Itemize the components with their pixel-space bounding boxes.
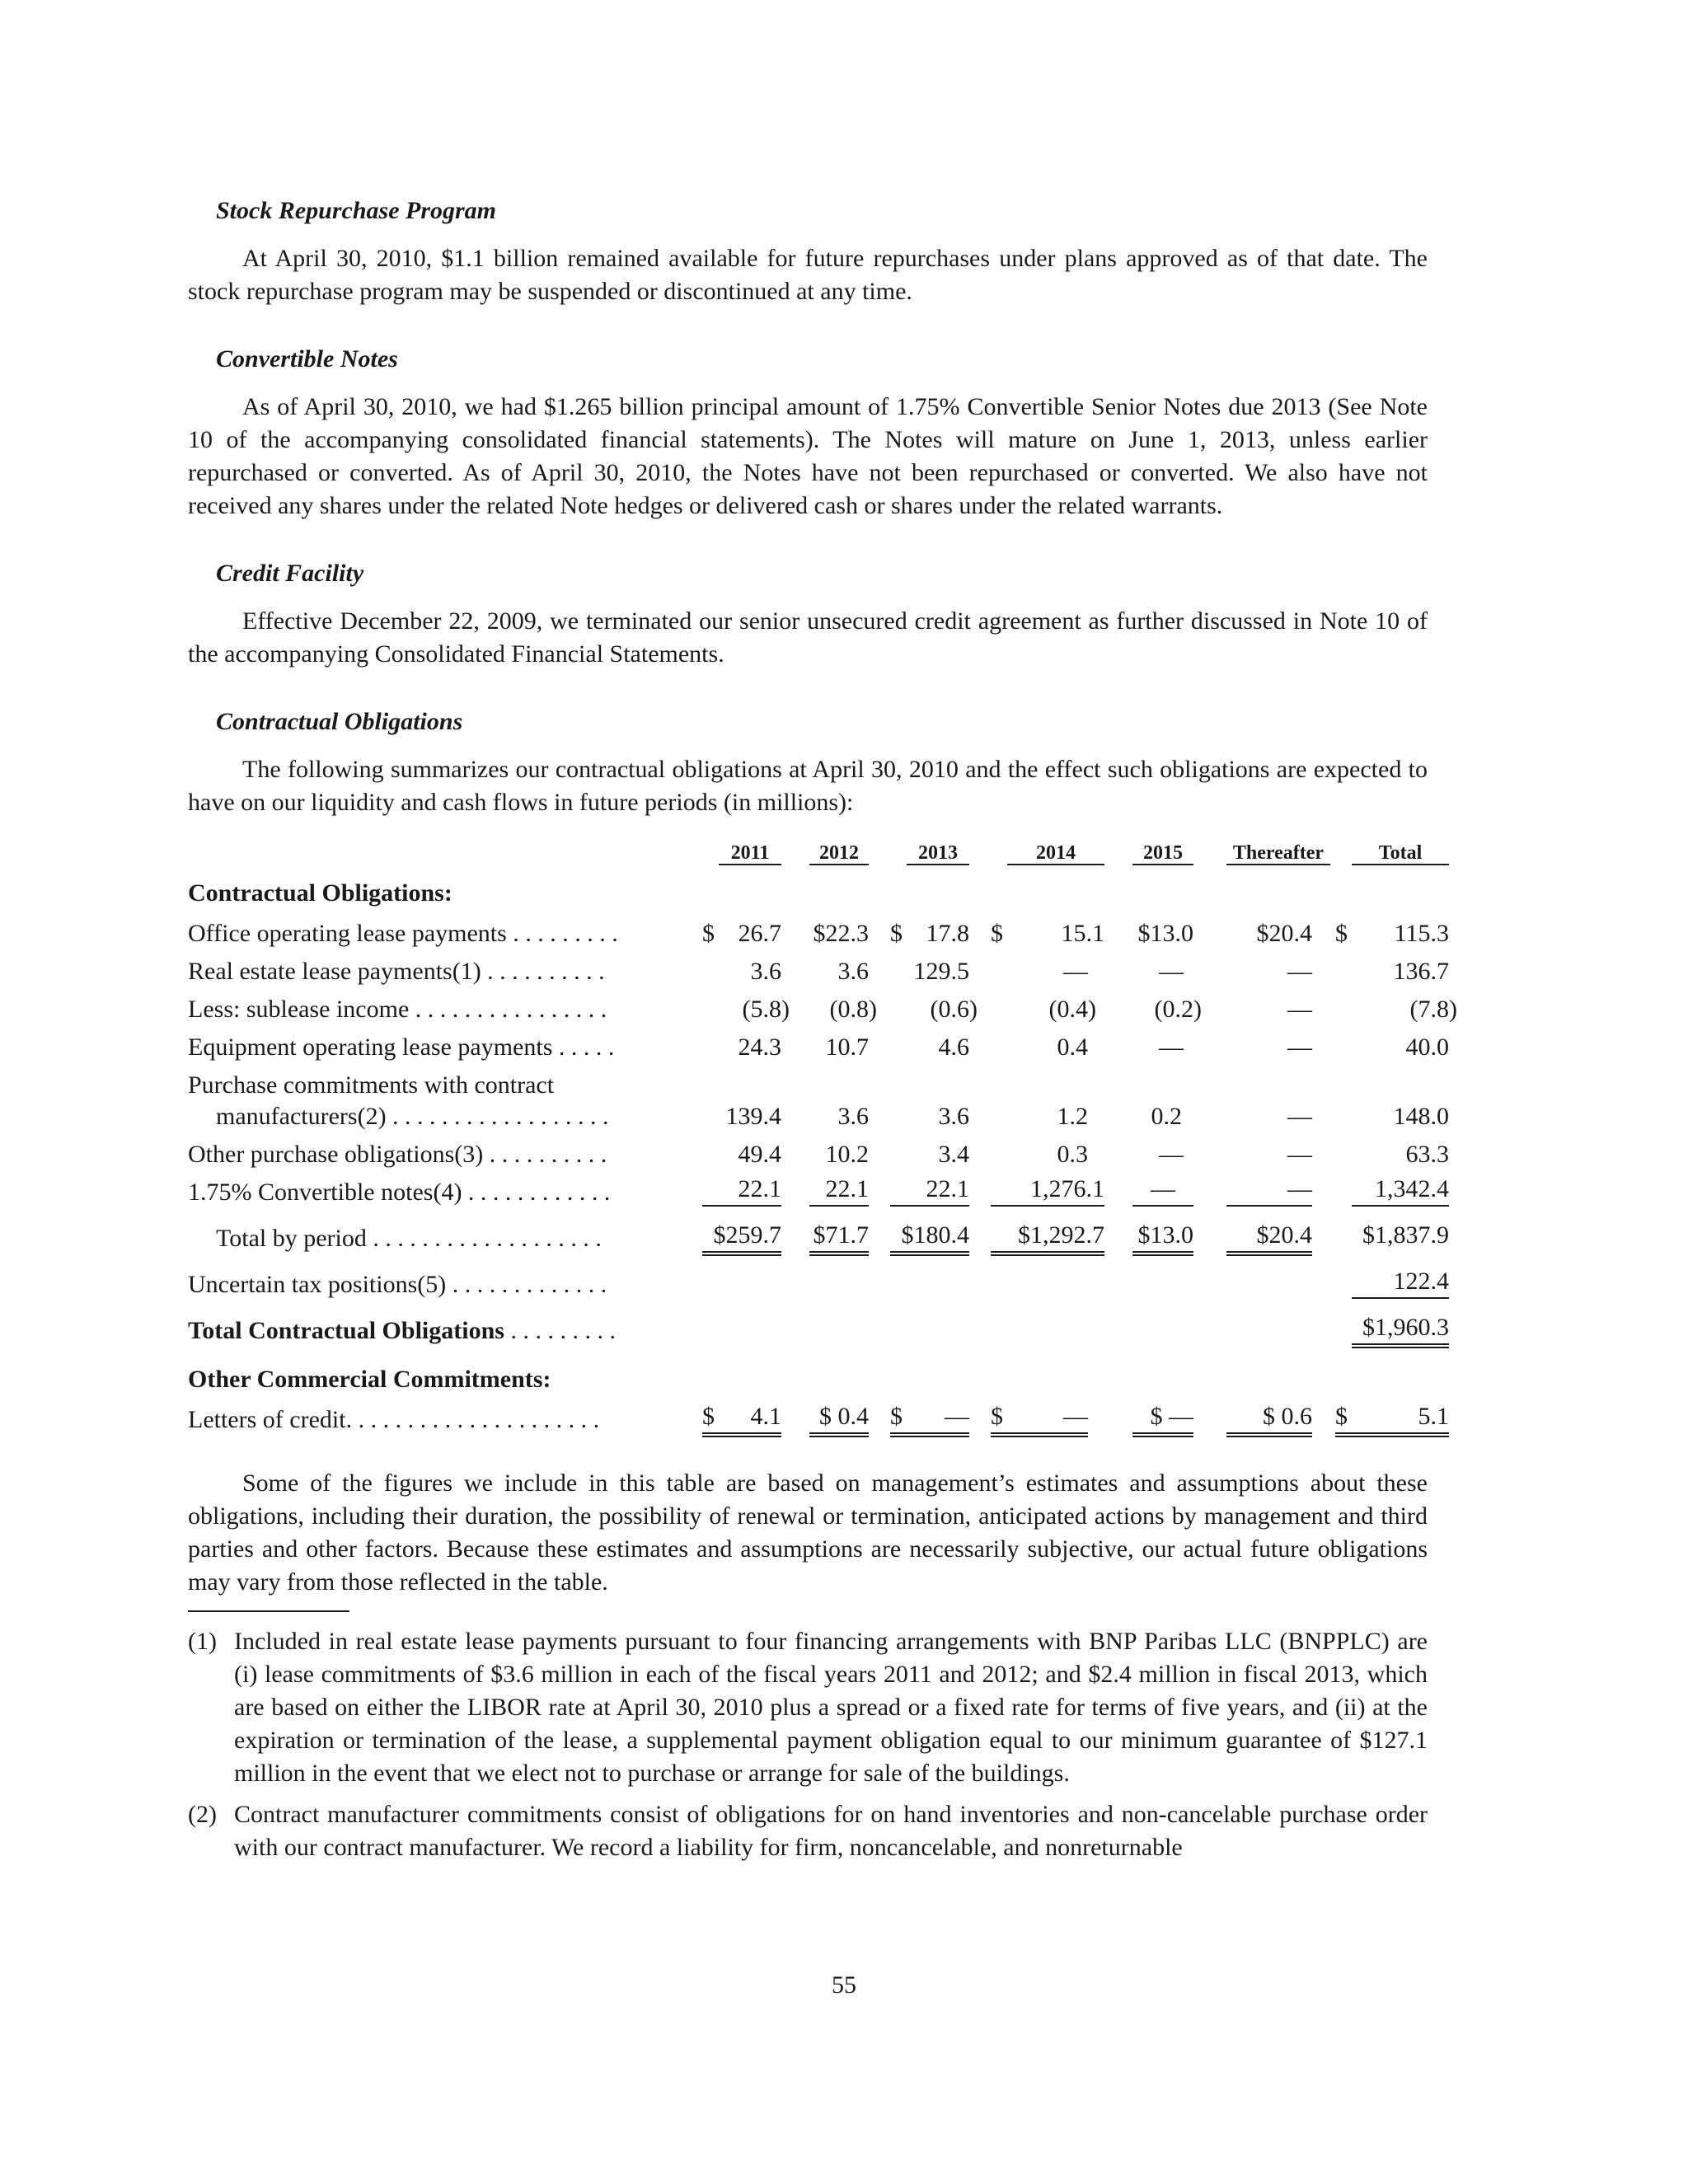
table-cell: 136.7 xyxy=(1393,958,1449,985)
table-cell: 4.6 xyxy=(938,1033,969,1061)
paragraph-credit-facility: Effective December 22, 2009, we terminated our senior unsecured credit agreement as further discussed in Note 10 of the accompanying Consolidated Financial Statements. xyxy=(188,607,1428,668)
table-cell: $ — xyxy=(890,1401,969,1437)
heading-credit-facility: Credit Facility xyxy=(216,560,364,587)
table-cell: $ 5.1 xyxy=(1335,1401,1449,1437)
table-cell: $20.4 xyxy=(1256,920,1312,947)
table-cell: 1,276.1 xyxy=(991,1174,1104,1207)
table-cell: $ 0.4 xyxy=(809,1401,869,1437)
table-cell: 122.4 xyxy=(1352,1266,1449,1299)
column-header-2011: 2011 xyxy=(719,842,781,865)
table-cell: 0.2 xyxy=(1151,1103,1182,1130)
row-label: 1.75% Convertible notes(4) . . . . . . . . . . . . xyxy=(188,1179,611,1206)
table-cell: 139.4 xyxy=(725,1103,781,1130)
column-header-2013: 2013 xyxy=(907,842,969,865)
table-row xyxy=(188,1029,1449,1066)
table-cell: $71.7 xyxy=(809,1220,869,1256)
table-cell: (5.8) xyxy=(742,996,790,1023)
table-cell: 3.4 xyxy=(938,1141,969,1168)
table-cell: $ — xyxy=(991,1401,1088,1437)
row-label: Total by period . . . . . . . . . . . . . . . . . . . xyxy=(216,1225,602,1252)
paragraph-stock-repurchase: At April 30, 2010, $1.1 billion remained available for future repurchases under plans approved as of that date. The stock repurchase program may be suspended or discontinued at any time. xyxy=(188,245,1428,305)
table-cell: 129.5 xyxy=(913,958,969,985)
table-cell: — xyxy=(1226,1174,1312,1207)
footnote-divider xyxy=(188,1610,349,1612)
table-cell: $ 4.1 xyxy=(702,1401,781,1437)
table-cell: $ 0.6 xyxy=(1226,1401,1312,1437)
paragraph-estimates: Some of the figures we include in this table are based on management’s estimates and assumptions about these obligations, including their duration, the possibility of renewal or termination, anticipated actions by management and third parties and other factors. Because these estimates and assumptions are necessarily subjective, our actual future obligations may vary from those reflected in the table. xyxy=(188,1469,1428,1596)
table-cell: — xyxy=(1287,1141,1312,1168)
row-label: Other purchase obligations(3) . . . . . . . . . . xyxy=(188,1141,607,1168)
table-cell: $13.0 xyxy=(1137,920,1193,947)
footnote-1: (1) Included in real estate lease payments pursuant to four financing arrangements with BNP Paribas LLC (BNPPLC) are (i) lease commitments of $3.6 million in each of the fiscal years 2011 and 2012; and $2.4 million in fiscal 2013, which are based on either the LIBOR rate at April 30, 2010 plus a spread or a fixed rate for terms of five years, and (ii) at the expiration or termination of the lease, a supplemental payment obligation equal to our minimum guarantee of $127.1 million in the event that we elect not to purchase or arrange for sale of the buildings. xyxy=(188,1628,1428,1787)
table-cell: $ 26.7 xyxy=(702,920,781,947)
table-cell: — xyxy=(1063,958,1088,985)
table-row xyxy=(188,1066,1449,1136)
table-cell: — xyxy=(1287,1033,1312,1061)
table-cell: — xyxy=(1159,1141,1184,1168)
contractual-obligations-table xyxy=(188,831,1457,1439)
table-row xyxy=(188,1174,1449,1212)
table-cell: $1,292.7 xyxy=(991,1220,1104,1256)
heading-convertible-notes: Convertible Notes xyxy=(216,345,398,373)
row-label: Total Contractual Obligations . . . . . . . . . xyxy=(188,1317,616,1344)
column-header-2014: 2014 xyxy=(1007,842,1104,865)
page-number: 55 xyxy=(832,1971,856,1999)
table-cell: 49.4 xyxy=(738,1141,781,1168)
table-cell: (0.6) xyxy=(930,996,978,1023)
table-cell: 10.2 xyxy=(825,1141,869,1168)
table-cell: — xyxy=(1287,1103,1312,1130)
table-cell: — xyxy=(1159,1033,1184,1061)
table-cell: $13.0 xyxy=(1132,1220,1193,1256)
table-cell: (0.8) xyxy=(829,996,877,1023)
heading-stock-repurchase: Stock Repurchase Program xyxy=(216,197,497,224)
table-cell: $180.4 xyxy=(890,1220,969,1256)
column-header-2015: 2015 xyxy=(1132,842,1193,865)
footnote-2: (2) Contract manufacturer commitments consist of obligations for on hand inventories and non-cancelable purchase order with our contract manufacturer. We record a liability for firm, noncancelable, and nonreturnable xyxy=(188,1801,1428,1861)
table-cell: (0.4) xyxy=(1048,996,1096,1023)
table-cell: $ 115.3 xyxy=(1335,920,1449,947)
table-cell: 1,342.4 xyxy=(1352,1174,1449,1207)
table-cell: 22.1 xyxy=(702,1174,781,1207)
table-cell: 24.3 xyxy=(738,1033,781,1061)
section-label-contractual: Contractual Obligations: xyxy=(188,879,452,907)
row-label: Office operating lease payments . . . . . . . . . xyxy=(188,920,618,947)
table-cell: 3.6 xyxy=(837,1103,869,1130)
table-cell: — xyxy=(1287,958,1312,985)
table-cell: 10.7 xyxy=(825,1033,869,1061)
table-cell: — xyxy=(1132,1174,1193,1207)
table-cell: $259.7 xyxy=(702,1220,781,1256)
table-cell: 22.1 xyxy=(809,1174,869,1207)
table-cell: 3.6 xyxy=(750,958,781,985)
paragraph-convertible-notes: As of April 30, 2010, we had $1.265 billion principal amount of 1.75% Convertible Senior Notes due 2013 (See Note 10 of the accompanying consolidated financial statements). The Notes will mature on June 1, 2013, unless earlier repurchased or converted. As of April 30, 2010, the Notes have not been repurchased or converted. We also have not received any shares under the related Note hedges or delivered cash or shares under the related warrants. xyxy=(188,393,1428,519)
row-label: Real estate lease payments(1) . . . . . . . . . . xyxy=(188,958,605,985)
heading-contractual-obligations: Contractual Obligations xyxy=(216,708,463,735)
table-cell: — xyxy=(1287,996,1312,1023)
table-cell: 1.2 xyxy=(1057,1103,1088,1130)
table-cell: (0.2) xyxy=(1154,996,1202,1023)
table-row xyxy=(188,915,1449,953)
table-row xyxy=(188,1136,1449,1174)
table-cell: 3.6 xyxy=(837,958,869,985)
table-row xyxy=(188,953,1449,991)
document-page xyxy=(188,194,1457,1872)
table-cell: 0.4 xyxy=(1057,1033,1088,1061)
row-label: Purchase commitments with contract manufacturers(2) . . . . . . . . . . . . . . . . . . xyxy=(188,1071,609,1130)
table-column-headers xyxy=(188,831,1428,872)
table-row-total-by-period xyxy=(188,1220,1449,1258)
table-cell: 22.1 xyxy=(890,1174,969,1207)
table-row xyxy=(188,991,1457,1029)
table-row-uncertain-tax xyxy=(188,1266,1449,1304)
table-row-total-contractual xyxy=(188,1312,1449,1350)
row-label: Less: sublease income . . . . . . . . . . . . . . . . xyxy=(188,996,607,1023)
paragraph-contractual-obligations: The following summarizes our contractual obligations at April 30, 2010 and the effect such obligations are expected to have on our liquidity and cash flows in future periods (in millions): xyxy=(188,756,1428,816)
table-cell: 148.0 xyxy=(1393,1103,1449,1130)
row-label: Equipment operating lease payments . . . . . xyxy=(188,1033,615,1061)
table-cell: 63.3 xyxy=(1405,1141,1449,1168)
table-cell: $1,837.9 xyxy=(1362,1221,1449,1249)
table-cell: 40.0 xyxy=(1405,1033,1449,1061)
section-label-commercial: Other Commercial Commitments: xyxy=(188,1366,551,1393)
row-label: Letters of credit. . . . . . . . . . . . . . . . . . . . . xyxy=(188,1406,600,1433)
table-cell: 0.3 xyxy=(1057,1141,1088,1168)
table-cell: $20.4 xyxy=(1226,1220,1312,1256)
table-cell: $22.3 xyxy=(813,920,869,947)
table-cell: 3.6 xyxy=(938,1103,969,1130)
table-cell: $ — xyxy=(1132,1401,1193,1437)
row-label: Uncertain tax positions(5) . . . . . . . . . . . . . xyxy=(188,1271,607,1298)
column-header-2012: 2012 xyxy=(809,842,869,865)
table-cell: (7.8) xyxy=(1409,996,1457,1023)
table-row-letters-of-credit xyxy=(188,1401,1449,1439)
table-cell: — xyxy=(1159,958,1184,985)
table-cell: $ 15.1 xyxy=(991,920,1104,947)
table-cell: $ 17.8 xyxy=(890,920,969,947)
column-header-total: Total xyxy=(1352,842,1449,865)
table-cell: $1,960.3 xyxy=(1352,1312,1449,1348)
column-header-thereafter: Thereafter xyxy=(1226,842,1330,865)
